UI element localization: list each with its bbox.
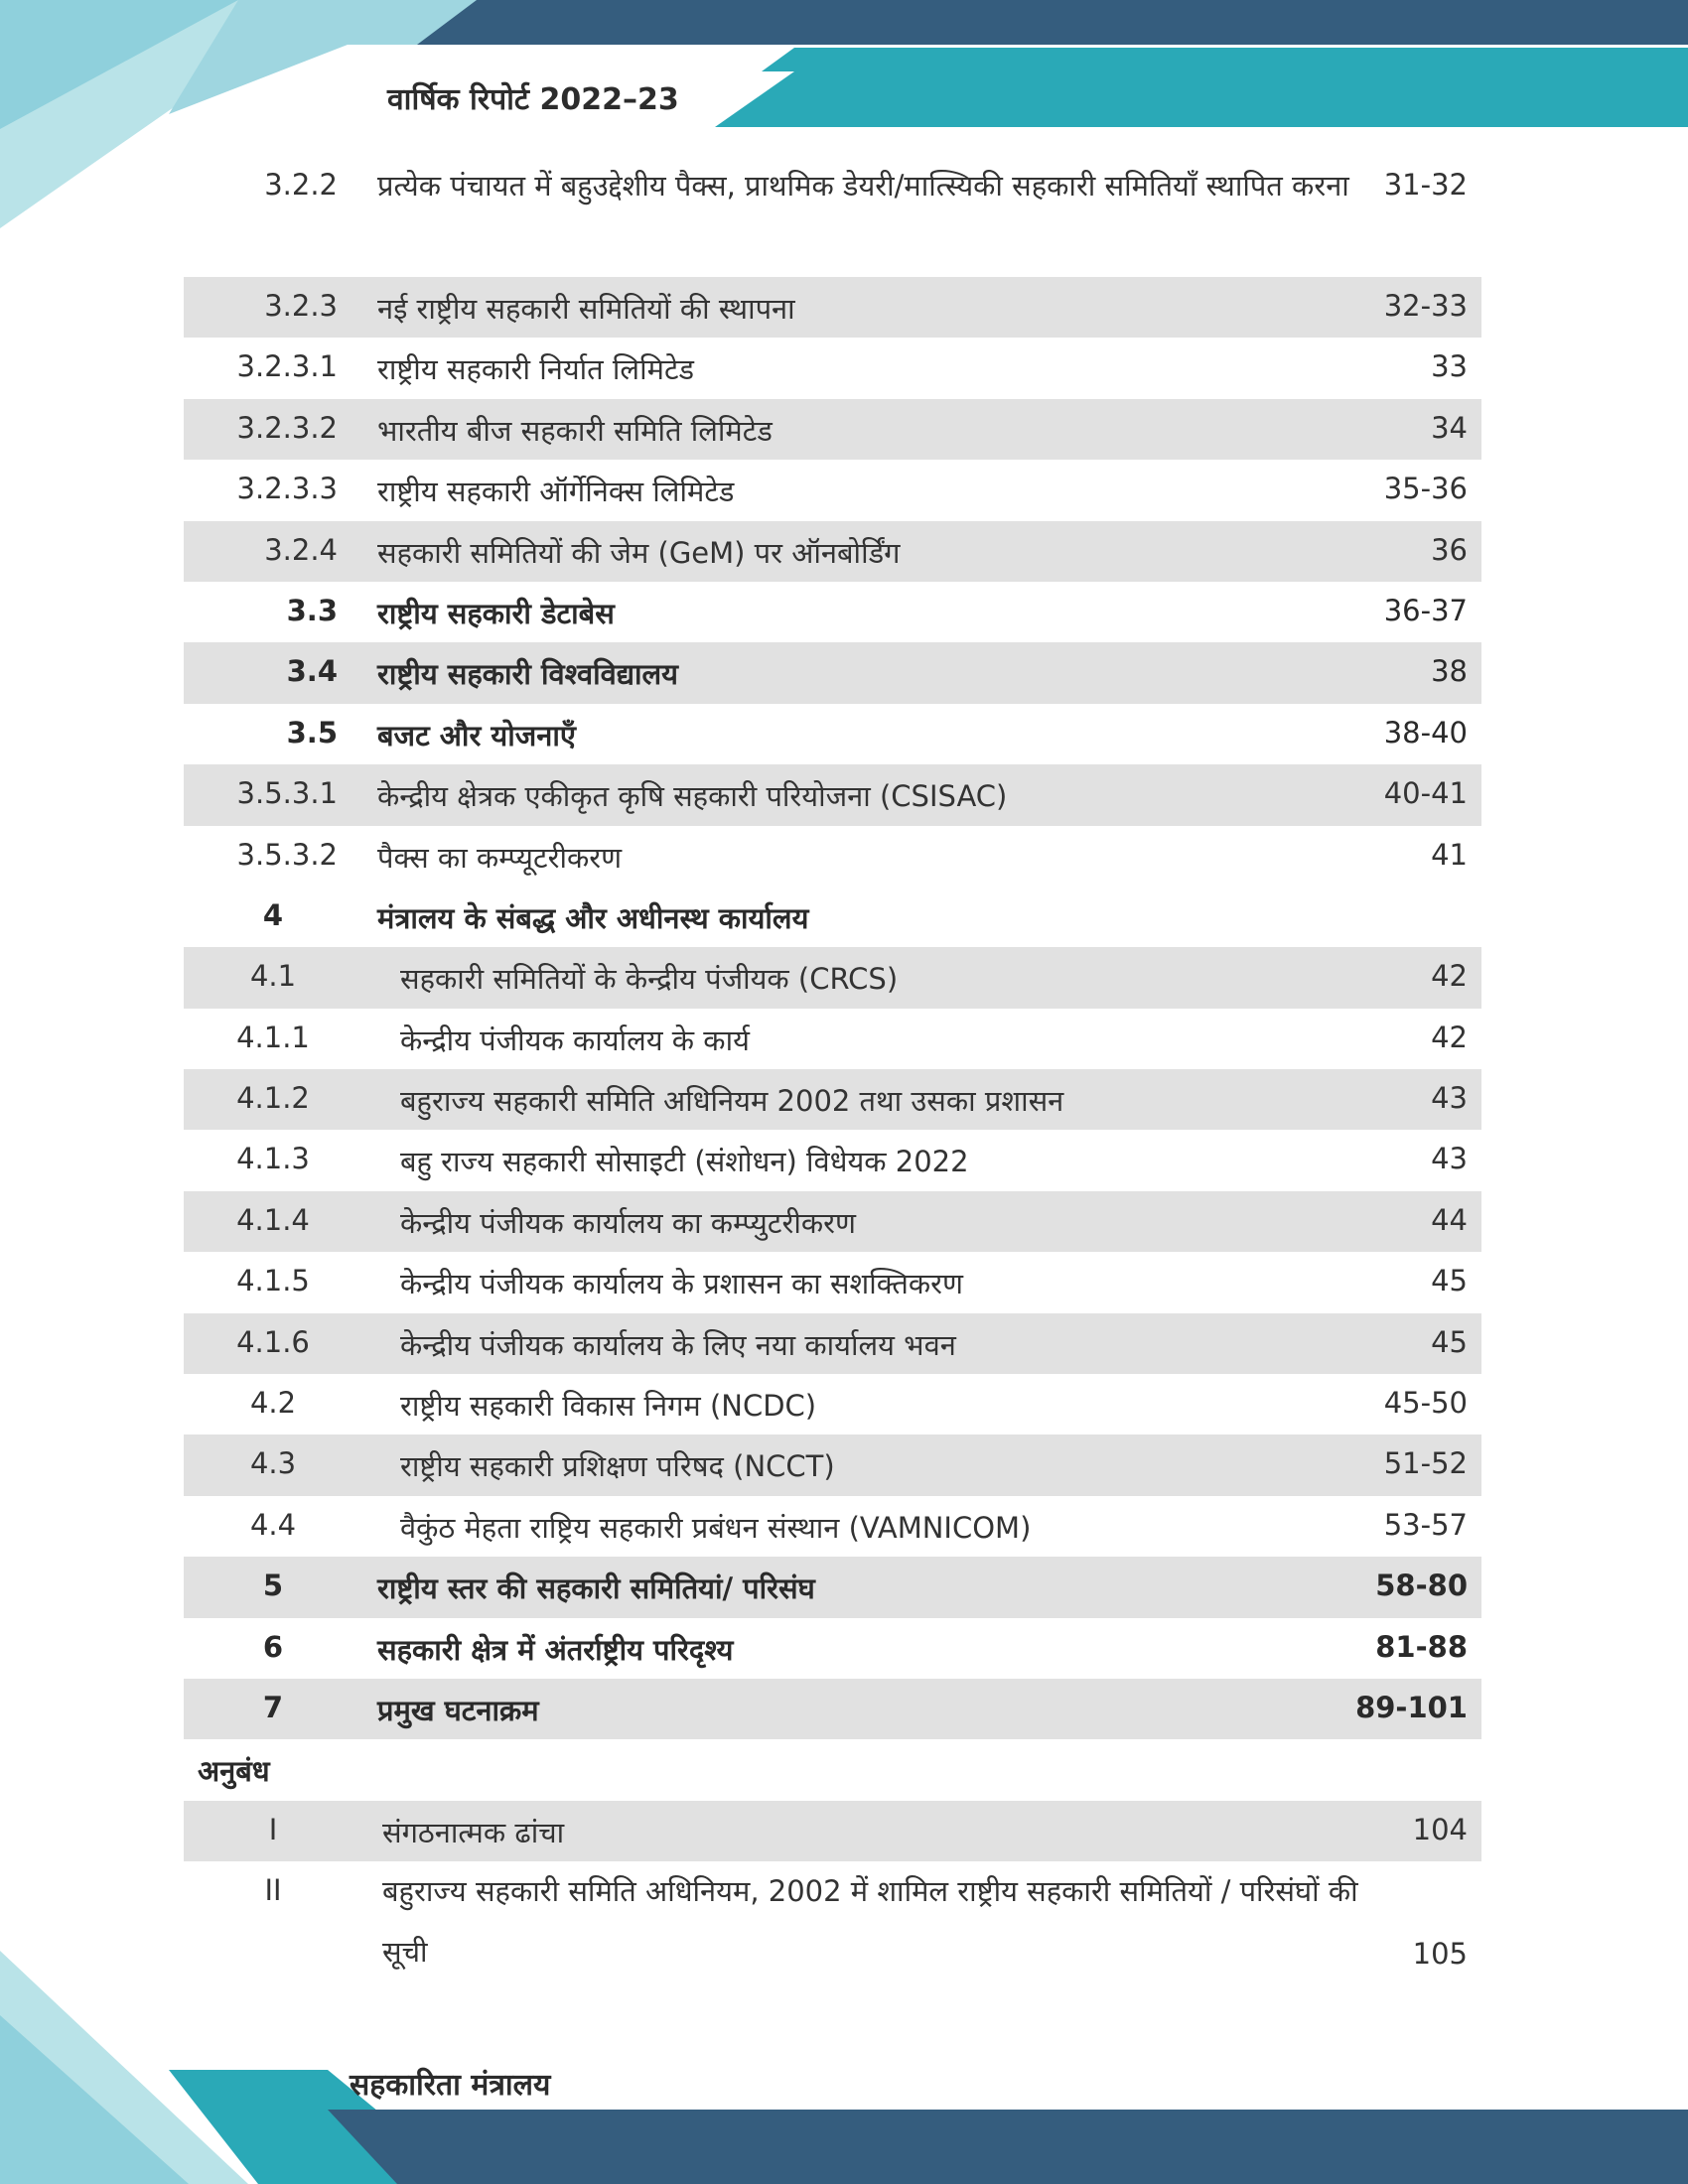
- toc-title: केन्द्रीय पंजीयक कार्यालय के लिए नया कार्यालय भवन: [400, 1327, 956, 1362]
- toc-number: 5: [262, 1569, 284, 1603]
- toc-title: राष्ट्रीय सहकारी प्रशिक्षण परिषद (NCCT): [400, 1449, 835, 1484]
- toc-title: सहकारी क्षेत्र में अंतर्राष्ट्रीय परिदृश्य: [377, 1632, 734, 1667]
- toc-row[interactable]: [184, 1069, 1481, 1130]
- toc-row[interactable]: [184, 1009, 1481, 1069]
- toc-number: 4.1.6: [236, 1324, 310, 1359]
- toc-number: 4.4: [249, 1507, 297, 1542]
- toc-page: 40-41: [1383, 776, 1468, 811]
- toc-page: 43: [1431, 1142, 1468, 1176]
- toc-number: 3.2.3.1: [236, 349, 338, 384]
- toc-row[interactable]: [184, 1313, 1481, 1374]
- toc-title: भारतीय बीज सहकारी समिति लिमिटेड: [377, 413, 773, 448]
- toc-row[interactable]: [184, 460, 1481, 520]
- toc-page: 34: [1431, 410, 1468, 445]
- toc-number: 4.3: [249, 1446, 297, 1481]
- toc-row[interactable]: [184, 1191, 1481, 1252]
- toc-row[interactable]: [184, 1679, 1481, 1739]
- toc-page: 45: [1431, 1264, 1468, 1298]
- toc-number: 3.2.3.2: [236, 410, 338, 445]
- toc-number: 3.2.3.3: [236, 472, 338, 506]
- toc-page: 38-40: [1383, 715, 1468, 750]
- toc-number: 3.3: [286, 593, 338, 627]
- toc-page: 53-57: [1383, 1507, 1468, 1542]
- annex-page: 105: [1412, 1937, 1468, 1972]
- toc-title: राष्ट्रीय सहकारी विकास निगम (NCDC): [400, 1389, 817, 1424]
- toc-row[interactable]: [184, 156, 1481, 277]
- toc-page: 36: [1431, 532, 1468, 567]
- toc-title: बहु राज्य सहकारी सोसाइटी (संशोधन) विधेयक 2022: [400, 1145, 969, 1179]
- toc-page: 43: [1431, 1081, 1468, 1116]
- toc-row[interactable]: [184, 704, 1481, 764]
- toc-number: 3.2.2: [264, 168, 338, 202]
- toc-row[interactable]: [184, 1496, 1481, 1557]
- annex-row[interactable]: [184, 1801, 1481, 1861]
- toc-number: 4.1: [249, 959, 297, 994]
- toc-row[interactable]: [184, 1557, 1481, 1617]
- toc-title: केन्द्रीय क्षेत्रक एकीकृत कृषि सहकारी परियोजना (CSISAC): [377, 779, 1008, 814]
- toc-row[interactable]: [184, 399, 1481, 460]
- toc-number: 4: [262, 897, 284, 932]
- toc-title: प्रमुख घटनाक्रम: [377, 1693, 539, 1727]
- toc-page: 81-88: [1375, 1629, 1468, 1664]
- annex-title: बहुराज्य सहकारी समिति अधिनियम, 2002 में शामिल राष्ट्रीय सहकारी समितियों / परिसंघों की सूची: [382, 1874, 1358, 1970]
- toc-number: 4.1.1: [236, 1020, 310, 1054]
- toc-title: केन्द्रीय पंजीयक कार्यालय के कार्य: [400, 1023, 750, 1057]
- toc-row[interactable]: [184, 1130, 1481, 1190]
- toc-title: राष्ट्रीय सहकारी विश्वविद्यालय: [377, 657, 678, 692]
- annex-label: अनुबंध: [198, 1754, 270, 1789]
- toc-number: 3.2.3: [264, 289, 338, 323]
- table-of-contents: [184, 156, 1481, 1982]
- toc-title: बजट और योजनाएँ: [377, 718, 576, 752]
- toc-title: प्रत्येक पंचायत में बहुउद्देशीय पैक्स, प्राथमिक डेयरी/मात्स्यिकी सहकारी समितियाँ स्थापित करना: [377, 169, 1349, 203]
- toc-row[interactable]: [184, 887, 1481, 947]
- toc-number: 3.5.3.1: [236, 776, 338, 811]
- toc-row[interactable]: [184, 338, 1481, 398]
- toc-title: पैक्स का कम्प्यूटरीकरण: [377, 840, 623, 875]
- toc-row[interactable]: [184, 764, 1481, 825]
- toc-number: 3.5.3.2: [236, 837, 338, 872]
- toc-title: वैकुंठ मेहता राष्ट्रिय सहकारी प्रबंधन संस्थान (VAMNICOM): [400, 1510, 1032, 1545]
- annex-number: II: [264, 1873, 282, 1908]
- toc-row[interactable]: [184, 1252, 1481, 1312]
- toc-title: नई राष्ट्रीय सहकारी समितियों की स्थापना: [377, 292, 795, 326]
- toc-number: 4.1.5: [236, 1264, 310, 1298]
- toc-row[interactable]: [184, 277, 1481, 338]
- toc-row[interactable]: [184, 521, 1481, 582]
- toc-page: 31-32: [1383, 168, 1468, 202]
- toc-number: 3.4: [286, 654, 338, 689]
- toc-title: राष्ट्रीय सहकारी डेटाबेस: [377, 596, 615, 630]
- annex-page: 104: [1412, 1812, 1468, 1846]
- toc-number: 4.1.3: [236, 1142, 310, 1176]
- annex-row[interactable]: [184, 1861, 1481, 1982]
- toc-row[interactable]: [184, 947, 1481, 1008]
- toc-title: बहुराज्य सहकारी समिति अधिनियम 2002 तथा उसका प्रशासन: [400, 1084, 1064, 1119]
- toc-page: 58-80: [1375, 1569, 1468, 1603]
- toc-page: 41: [1431, 837, 1468, 872]
- toc-title: सहकारी समितियों के केन्द्रीय पंजीयक (CRCS): [400, 962, 899, 997]
- toc-page: 51-52: [1383, 1446, 1468, 1481]
- toc-number: 4.1.2: [236, 1081, 310, 1116]
- toc-page: 32-33: [1383, 289, 1468, 323]
- toc-title: राष्ट्रीय सहकारी ऑर्गेनिक्स लिमिटेड: [377, 475, 735, 509]
- toc-number: 4.2: [249, 1386, 297, 1421]
- toc-number: 7: [262, 1690, 284, 1724]
- toc-row[interactable]: [184, 642, 1481, 703]
- toc-title: राष्ट्रीय सहकारी निर्यात लिमिटेड: [377, 352, 695, 387]
- toc-number: 3.5: [286, 715, 338, 750]
- toc-page: 36-37: [1383, 593, 1468, 627]
- toc-title: केन्द्रीय पंजीयक कार्यालय का कम्प्युटरीकरण: [400, 1205, 856, 1240]
- annex-number: I: [268, 1812, 278, 1846]
- toc-title: राष्ट्रीय स्तर की सहकारी समितियां/ परिसंघ: [377, 1571, 815, 1606]
- toc-row[interactable]: [184, 1618, 1481, 1679]
- toc-row[interactable]: [184, 826, 1481, 887]
- toc-title: केन्द्रीय पंजीयक कार्यालय के प्रशासन का सशक्तिकरण: [400, 1267, 963, 1301]
- toc-title: मंत्रालय के संबद्ध और अधीनस्थ कार्यालय: [377, 900, 809, 935]
- header-navy-band: [417, 0, 1688, 45]
- toc-row[interactable]: [184, 582, 1481, 642]
- toc-page: 35-36: [1383, 472, 1468, 506]
- ministry-name: सहकारिता मंत्रालय: [350, 2068, 551, 2103]
- toc-row[interactable]: [184, 1434, 1481, 1495]
- toc-page: 45: [1431, 1324, 1468, 1359]
- toc-number: 6: [262, 1629, 284, 1664]
- report-title: वार्षिक रिपोर्ट 2022–23: [387, 82, 679, 117]
- header-teal-band: [685, 48, 1688, 127]
- toc-page: 44: [1431, 1202, 1468, 1237]
- footer-navy-band: [328, 2110, 1688, 2184]
- toc-page: 38: [1431, 654, 1468, 689]
- toc-page: 33: [1431, 349, 1468, 384]
- toc-row[interactable]: [184, 1374, 1481, 1434]
- toc-page: 42: [1431, 959, 1468, 994]
- toc-page: 45-50: [1383, 1386, 1468, 1421]
- annex-heading: [184, 1739, 1481, 1800]
- toc-page: 42: [1431, 1020, 1468, 1054]
- toc-title: सहकारी समितियों की जेम (GeM) पर ऑनबोर्डिंग: [377, 535, 901, 570]
- toc-number: 4.1.4: [236, 1202, 310, 1237]
- toc-page: 89-101: [1355, 1690, 1468, 1724]
- annex-title: संगठनात्मक ढांचा: [382, 1815, 565, 1849]
- toc-number: 3.2.4: [264, 532, 338, 567]
